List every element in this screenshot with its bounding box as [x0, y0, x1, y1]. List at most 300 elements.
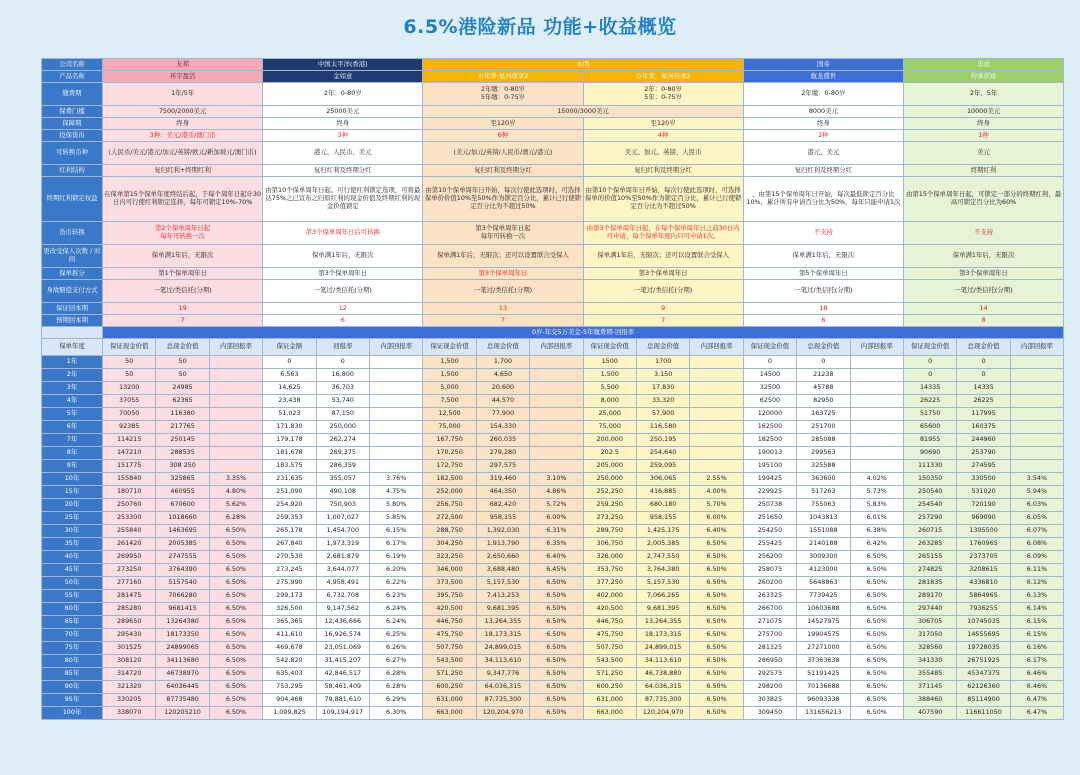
data-cell: 6,563: [263, 369, 316, 382]
data-cell: 6.09%: [1010, 551, 1063, 564]
row-label: 货币转换: [42, 222, 103, 245]
data-cell: 663,000: [423, 707, 476, 720]
data-cell: 36,703: [316, 382, 369, 395]
data-cell: 371145: [903, 681, 956, 694]
data-cell: 1,500: [583, 369, 636, 382]
data-cell: 5648863: [797, 577, 850, 590]
data-cell: 319,460: [476, 473, 529, 486]
data-cell: 32500: [743, 382, 796, 395]
row-value: 保单满1年后，无限次: [743, 245, 903, 268]
data-cell: [209, 356, 262, 369]
row-value: 第3个保单周年日: [423, 268, 583, 280]
data-cell: 50: [156, 356, 209, 369]
data-cell: 571,250: [583, 668, 636, 681]
data-cell: 250,000: [583, 473, 636, 486]
data-cell: 183,575: [263, 460, 316, 473]
row-value: 不支持: [743, 222, 903, 245]
data-cell: 6.28%: [369, 668, 422, 681]
data-cell: 151775: [103, 460, 156, 473]
data-cell: 490,108: [316, 486, 369, 499]
data-cell: 2373705: [957, 551, 1010, 564]
row-label: 可转换币种: [42, 142, 103, 165]
data-cell: 57,900: [636, 408, 689, 421]
data-cell: 62126360: [957, 681, 1010, 694]
row-value: 25000美元: [263, 106, 423, 118]
data-cell: [530, 421, 583, 434]
data-cell: [530, 434, 583, 447]
data-cell: [369, 395, 422, 408]
data-cell: 275,990: [263, 577, 316, 590]
data-cell: 5.70%: [690, 499, 743, 512]
data-cell: 200,000: [583, 434, 636, 447]
data-cell: 1551088: [797, 525, 850, 538]
data-cell: 5157540: [156, 577, 209, 590]
row-value: 15000/3000美元: [423, 106, 743, 118]
data-cell: 6.50%: [690, 590, 743, 603]
data-cell: 299,173: [263, 590, 316, 603]
data-cell: [369, 421, 422, 434]
column-header: 总现金价值: [476, 339, 529, 356]
data-cell: 9681415: [156, 603, 209, 616]
data-cell: [530, 408, 583, 421]
data-cell: 181,678: [263, 447, 316, 460]
data-cell: 277160: [103, 577, 156, 590]
data-cell: 571,250: [423, 668, 476, 681]
data-cell: 2,681,879: [316, 551, 369, 564]
data-cell: 416,885: [636, 486, 689, 499]
data-cell: 6.25%: [369, 629, 422, 642]
company-name: 永明: [423, 59, 743, 71]
year-label: 75年: [42, 642, 103, 655]
data-cell: 4,958,491: [316, 577, 369, 590]
data-cell: 6.42%: [850, 538, 903, 551]
data-cell: 12,436,666: [316, 616, 369, 629]
row-value: 6: [743, 315, 903, 327]
data-cell: 1700: [636, 356, 689, 369]
data-cell: [850, 434, 903, 447]
data-cell: [1010, 434, 1063, 447]
row-value: 由第10个保单周年日起，可行使红利锁定选项，可将最达75%之已宣布之归原红利的现金价值及终期红利的现金价值锁定: [263, 177, 423, 222]
data-cell: 272,500: [423, 512, 476, 525]
data-cell: 260200: [743, 577, 796, 590]
data-cell: [209, 460, 262, 473]
data-cell: 289170: [903, 590, 956, 603]
data-cell: 301525: [103, 642, 156, 655]
data-cell: 288,750: [423, 525, 476, 538]
row-value: 不支持: [903, 222, 1063, 245]
data-cell: 6.50%: [530, 603, 583, 616]
data-cell: 600,250: [583, 681, 636, 694]
data-cell: 6.19%: [369, 551, 422, 564]
row-value: 一笔过/类信托(分期): [903, 280, 1063, 303]
data-cell: 6.50%: [850, 668, 903, 681]
data-cell: 18173350: [156, 629, 209, 642]
data-cell: 355485: [903, 668, 956, 681]
data-cell: [530, 460, 583, 473]
data-cell: 1,973,319: [316, 538, 369, 551]
data-cell: 0: [316, 356, 369, 369]
data-cell: 289650: [103, 616, 156, 629]
data-cell: 1,392,030: [476, 525, 529, 538]
data-cell: 64,036,315: [476, 681, 529, 694]
data-cell: 62500: [743, 395, 796, 408]
data-cell: 6.50%: [850, 603, 903, 616]
data-cell: 120,204,970: [476, 707, 529, 720]
year-label: 40年: [42, 551, 103, 564]
data-cell: 58,461,409: [316, 681, 369, 694]
data-cell: 163725: [797, 408, 850, 421]
data-cell: 4.00%: [690, 486, 743, 499]
year-label: 30年: [42, 525, 103, 538]
data-cell: 720190: [957, 499, 1010, 512]
data-cell: 542,820: [263, 655, 316, 668]
data-cell: 326,000: [583, 551, 636, 564]
data-cell: 6.50%: [850, 590, 903, 603]
row-value: 12: [263, 303, 423, 315]
data-cell: 303825: [743, 694, 796, 707]
data-cell: 9,347,776: [476, 668, 529, 681]
data-cell: 26225: [957, 395, 1010, 408]
data-cell: 286950: [743, 655, 796, 668]
data-cell: 0: [957, 356, 1010, 369]
data-cell: 6.46%: [1010, 681, 1063, 694]
row-value: 传承创富: [903, 71, 1063, 83]
data-cell: 904,468: [263, 694, 316, 707]
data-cell: 217765: [156, 421, 209, 434]
data-cell: 111330: [903, 460, 956, 473]
row-label: 更改受保人次数 / 时间: [42, 245, 103, 268]
column-header: 保证金额: [263, 339, 316, 356]
data-cell: 6.50%: [209, 551, 262, 564]
row-value: 万年青·星河尊享2: [423, 71, 583, 83]
data-cell: 5.72%: [530, 499, 583, 512]
data-cell: 120000: [743, 408, 796, 421]
data-cell: 251650: [743, 512, 796, 525]
data-cell: 286,359: [316, 460, 369, 473]
data-cell: 306705: [903, 616, 956, 629]
data-cell: 1018660: [156, 512, 209, 525]
row-value: 环宇盈活: [103, 71, 263, 83]
data-cell: 116611050: [957, 707, 1010, 720]
company-name: 中国太平洋(香港): [263, 59, 423, 71]
data-cell: [850, 460, 903, 473]
data-cell: 87,150: [316, 408, 369, 421]
year-label: 15年: [42, 486, 103, 499]
data-cell: 469,678: [263, 642, 316, 655]
data-cell: [690, 356, 743, 369]
row-value: 终身: [743, 118, 903, 130]
data-cell: 182,500: [423, 473, 476, 486]
data-cell: 263285: [903, 538, 956, 551]
row-value: 保单满1年后，无限次: [263, 245, 423, 268]
data-cell: 5864965: [957, 590, 1010, 603]
data-cell: 6.50%: [209, 577, 262, 590]
data-cell: 6.50%: [530, 590, 583, 603]
data-cell: 631,000: [423, 694, 476, 707]
data-cell: 82950: [797, 395, 850, 408]
row-value: 4种: [583, 130, 743, 142]
data-cell: 256,750: [423, 499, 476, 512]
year-label: 6年: [42, 421, 103, 434]
data-cell: 271075: [743, 616, 796, 629]
data-cell: 7936255: [957, 603, 1010, 616]
data-cell: [369, 369, 422, 382]
data-cell: 1043813: [797, 512, 850, 525]
data-cell: 160375: [957, 421, 1010, 434]
data-cell: 79,881,610: [316, 694, 369, 707]
data-cell: 46,738,880: [636, 668, 689, 681]
data-cell: 2.55%: [690, 473, 743, 486]
row-value: 保单满1年后，无限次: [903, 245, 1063, 268]
data-cell: 6.40%: [530, 551, 583, 564]
data-cell: 6.50%: [209, 616, 262, 629]
data-cell: 6.50%: [690, 668, 743, 681]
data-cell: [690, 395, 743, 408]
data-cell: 9,681,395: [476, 603, 529, 616]
column-header: 内部回报率: [690, 339, 743, 356]
row-value: 终期红利: [903, 165, 1063, 177]
data-cell: 14555695: [957, 629, 1010, 642]
row-value: 6: [263, 315, 423, 327]
data-cell: 25,000: [583, 408, 636, 421]
data-cell: 26751925: [957, 655, 1010, 668]
data-cell: 6.15%: [369, 525, 422, 538]
data-cell: 1,700: [476, 356, 529, 369]
data-cell: 407590: [903, 707, 956, 720]
data-cell: 6.50%: [209, 655, 262, 668]
row-value: 复归红利及终期分红: [583, 165, 743, 177]
data-cell: 6.29%: [369, 694, 422, 707]
data-cell: 42,846,517: [316, 668, 369, 681]
data-cell: [850, 369, 903, 382]
data-cell: 680,180: [636, 499, 689, 512]
year-label: 70年: [42, 629, 103, 642]
year-label: 80年: [42, 655, 103, 668]
data-cell: 24985: [156, 382, 209, 395]
data-cell: 4,650: [476, 369, 529, 382]
data-cell: 306,065: [636, 473, 689, 486]
data-cell: 321320: [103, 681, 156, 694]
data-cell: 250738: [743, 499, 796, 512]
data-cell: 1,425,175: [636, 525, 689, 538]
data-cell: 255425: [743, 538, 796, 551]
data-cell: 6.15%: [1010, 616, 1063, 629]
data-cell: 3208615: [957, 564, 1010, 577]
data-cell: 6.50%: [690, 564, 743, 577]
data-cell: 323,250: [423, 551, 476, 564]
data-cell: 7,066,265: [636, 590, 689, 603]
data-cell: 1,007,027: [316, 512, 369, 525]
data-cell: 179,178: [263, 434, 316, 447]
data-cell: 162500: [743, 421, 796, 434]
row-value: 一笔过/类信托(分期): [423, 280, 583, 303]
data-cell: 4336810: [957, 577, 1010, 590]
data-cell: 299563: [797, 447, 850, 460]
data-cell: 6.03%: [1010, 499, 1063, 512]
row-value: 保单满1年后，无限次；还可以设置联合受保人: [583, 245, 743, 268]
data-cell: 64,036,315: [636, 681, 689, 694]
data-cell: 6.27%: [369, 655, 422, 668]
data-cell: 116380: [156, 408, 209, 421]
data-cell: 6.50%: [209, 694, 262, 707]
row-label: 保单拆分: [42, 268, 103, 280]
data-cell: 155840: [103, 473, 156, 486]
row-value: 2年：0-80岁 5年：0-75岁: [583, 83, 743, 106]
data-cell: 6.05%: [1010, 512, 1063, 525]
data-cell: 0: [263, 356, 316, 369]
data-cell: 87,735,300: [636, 694, 689, 707]
data-cell: 262,274: [316, 434, 369, 447]
row-value: 7500/2000美元: [103, 106, 263, 118]
data-cell: 6.50%: [850, 707, 903, 720]
row-value: 在保单第15个保单年度终结后起，于每个周年日起计30日内可行使红利锁定选择，每年可锁定10%-70%: [103, 177, 263, 222]
data-cell: 171,830: [263, 421, 316, 434]
row-value: 3种：美元/港币/澳门币: [103, 130, 263, 142]
data-cell: 6.00%: [530, 512, 583, 525]
column-header: 保证现金价值: [103, 339, 156, 356]
data-cell: 6.50%: [209, 538, 262, 551]
data-cell: 182500: [743, 434, 796, 447]
data-cell: 5,157,530: [636, 577, 689, 590]
data-cell: 259,353: [263, 512, 316, 525]
data-cell: 18,173,315: [636, 629, 689, 642]
data-cell: 6.50%: [690, 655, 743, 668]
data-cell: 1305500: [957, 525, 1010, 538]
data-cell: 6.50%: [209, 642, 262, 655]
data-cell: 250,195: [636, 434, 689, 447]
data-cell: 6.50%: [690, 629, 743, 642]
data-cell: 6.13%: [1010, 590, 1063, 603]
data-cell: 6.50%: [850, 681, 903, 694]
row-value: 保单满1年后，无限次: [103, 245, 263, 268]
data-cell: [850, 395, 903, 408]
row-value: 至120岁: [423, 118, 583, 130]
data-cell: [369, 408, 422, 421]
data-cell: 116,580: [636, 421, 689, 434]
data-cell: 267,840: [263, 538, 316, 551]
row-value: 终身: [263, 118, 423, 130]
scenario-banner: 0岁-年交5万美金-5年缴费期-回报率: [103, 327, 1064, 339]
data-cell: 6.31%: [530, 525, 583, 538]
data-cell: 150350: [903, 473, 956, 486]
data-cell: 18,173,315: [476, 629, 529, 642]
data-cell: 464,350: [476, 486, 529, 499]
year-label: 20年: [42, 499, 103, 512]
row-value: 第5个保单周年日: [743, 268, 903, 280]
row-value: 终身: [903, 118, 1063, 130]
year-header: 保单年度: [42, 339, 103, 356]
data-cell: 1463695: [156, 525, 209, 538]
row-value: 13: [423, 303, 583, 315]
data-cell: 6.50%: [690, 642, 743, 655]
data-cell: 6.47%: [1010, 694, 1063, 707]
data-cell: 5.83%: [850, 499, 903, 512]
data-cell: 3.10%: [530, 473, 583, 486]
data-cell: 6.50%: [530, 616, 583, 629]
year-label: 35年: [42, 538, 103, 551]
data-cell: 273,245: [263, 564, 316, 577]
data-cell: [530, 447, 583, 460]
row-label: 产品名称: [42, 71, 103, 83]
row-value: 复归红利+终期红利: [103, 165, 263, 177]
data-cell: 289,750: [583, 525, 636, 538]
year-label: 25年: [42, 512, 103, 525]
data-cell: 6.50%: [850, 551, 903, 564]
data-cell: 5.94%: [1010, 486, 1063, 499]
row-value: 美元: [903, 142, 1063, 165]
data-cell: 298200: [743, 681, 796, 694]
data-cell: 16,800: [316, 369, 369, 382]
data-cell: 531020: [957, 486, 1010, 499]
data-cell: 338070: [103, 707, 156, 720]
year-label: 90年: [42, 681, 103, 694]
data-cell: 6.50%: [850, 642, 903, 655]
year-label: 3年: [42, 382, 103, 395]
data-cell: 117995: [957, 408, 1010, 421]
data-cell: 6.47%: [1010, 707, 1063, 720]
data-cell: [850, 356, 903, 369]
data-cell: 10603688: [797, 603, 850, 616]
data-cell: 5,500: [583, 382, 636, 395]
data-cell: 50: [103, 369, 156, 382]
data-cell: 475,750: [583, 629, 636, 642]
row-value: 由第10个保单周年日开始，每次行使此选项时，可选择保单的价值10%至50%作为锁定百分比，累计已行使锁定百分比为不超过50%: [583, 177, 743, 222]
data-cell: 51,023: [263, 408, 316, 421]
data-cell: 205,000: [583, 460, 636, 473]
data-cell: 120205210: [156, 707, 209, 720]
row-value: 复归红利及终期分红: [743, 165, 903, 177]
data-cell: 0: [903, 369, 956, 382]
data-cell: 6.45%: [530, 564, 583, 577]
data-cell: 6.50%: [530, 707, 583, 720]
row-value: 一笔过/类信托(分期): [103, 280, 263, 303]
data-cell: 6.17%: [1010, 655, 1063, 668]
data-cell: [690, 382, 743, 395]
data-cell: 355,057: [316, 473, 369, 486]
data-cell: 3009300: [797, 551, 850, 564]
data-cell: 17,830: [636, 382, 689, 395]
data-cell: 261420: [103, 538, 156, 551]
data-cell: [369, 356, 422, 369]
data-cell: 26225: [903, 395, 956, 408]
data-cell: 265155: [903, 551, 956, 564]
row-value: 万年青，星河传承2: [583, 71, 743, 83]
data-cell: 6.50%: [530, 655, 583, 668]
data-cell: 6.50%: [209, 707, 262, 720]
data-cell: [209, 369, 262, 382]
row-value: 10000美元: [903, 106, 1063, 118]
data-cell: 275700: [743, 629, 796, 642]
data-cell: 507,750: [583, 642, 636, 655]
data-cell: 326,500: [263, 603, 316, 616]
data-cell: [690, 460, 743, 473]
year-label: 60年: [42, 603, 103, 616]
data-cell: 14,625: [263, 382, 316, 395]
data-cell: [1010, 382, 1063, 395]
row-value: 终身: [103, 118, 263, 130]
column-header: 内部回报率: [369, 339, 422, 356]
data-cell: 254,920: [263, 499, 316, 512]
data-cell: 6.50%: [530, 681, 583, 694]
column-header: 内部回报率: [209, 339, 262, 356]
row-value: 9: [583, 303, 743, 315]
row-value: 由第3个保单周年日起，在每个保单周年日之前30日内可申请，每个保单年度内只可申请1次。: [583, 222, 743, 245]
data-cell: 199425: [743, 473, 796, 486]
data-cell: 1760965: [957, 538, 1010, 551]
row-label: 缴费期: [42, 83, 103, 106]
data-cell: 273,250: [583, 512, 636, 525]
row-label: 保费门槛: [42, 106, 103, 118]
